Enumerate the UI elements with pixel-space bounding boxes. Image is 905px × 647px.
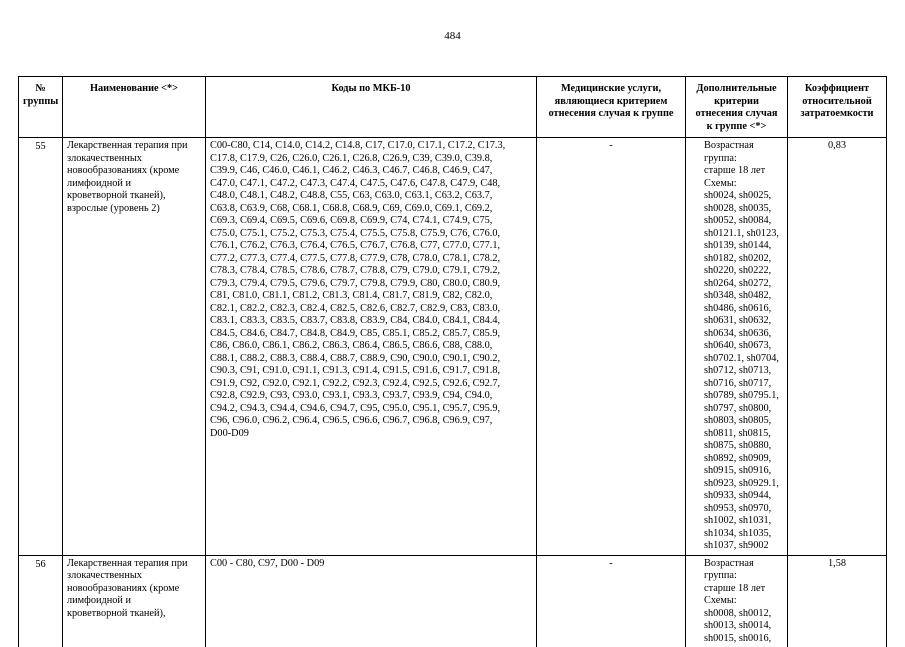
group-name: Лекарственная терапия при злокачественных новообразованиях (кроме лимфоидной и кроветворной тканей), xyxy=(63,555,206,647)
group-name: Лекарственная терапия при злокачественных новообразованиях (кроме лимфоидной и кроветворной тканей), взрослые (уровень 2) xyxy=(63,138,206,556)
services-value: - xyxy=(609,140,613,151)
additional-criteria: Возрастная группа: старше 18 лет Схемы: sh0024, sh0025, sh0028, sh0035, sh0052, sh0084, sh0121.1, sh0123, sh0139, sh0144, sh0182, sh0202, sh0220, sh0222, sh0264, sh0272, sh0348, sh0482, sh0486, sh0616, sh0631, sh0632, sh0634, sh0636, sh0640, sh0673, sh0702.1, sh0704, sh0712, sh0713, sh0716, sh0717, sh0789, sh0795.1, sh0797, sh0800, sh0803, sh0805, sh0811, sh0815, sh0875, sh0880, sh0892, sh0909, sh0915, sh0916, sh0923, sh0929.1, sh0933, sh0944, sh0953, sh0970, sh1002, sh1031, sh1034, sh1035, sh1037, sh9002 xyxy=(686,138,788,556)
services-value: - xyxy=(609,557,613,569)
group-number: 56 xyxy=(19,555,63,647)
header-additional-criteria: Дополнительные критерии отнесения случая к группе <*> xyxy=(686,77,788,138)
header-medical-services: Медицинские услуги, являющиеся критерием отнесения случая к группе xyxy=(537,77,686,138)
page-number: 484 xyxy=(444,30,461,42)
header-cost-coefficient: Коэффициент относительной затратоемкости xyxy=(788,77,887,138)
header-name: Наименование <*> xyxy=(63,77,206,138)
table-row xyxy=(19,138,887,556)
table-header-row xyxy=(19,77,887,138)
medical-services xyxy=(537,138,686,556)
header-icd10-codes: Коды по МКБ-10 xyxy=(206,77,537,138)
group-number: 55 xyxy=(19,138,63,556)
icd10-codes: C00-C80, C14, C14.0, C14.2, C14.8, C17, C17.0, C17.1, C17.2, C17.3, C17.8, C17.9, C26, C26.0, C26.1, C26.8, C26.9, C39, C39.0, C39.8, C39.9, C46, C46.0, C46.1, C46.2, C46.3, C46.7, C46.8, C46.9, C47, C47.0, C47.1, C47.2, C47.3, C47.4, C47.5, C47.6, C47.8, C47.9, C48, C48.0, C48.1, C48.2, C48.8, C55, C63, C63.0, C63.1, C63.2, C63.7, C63.8, C63.9, C68, C68.1, C68.8, C68.9, C69, C69.0, C69.1, C69.2, C69.3, C69.4, C69.5, C69.6, C69.8, C69.9, C74, C74.1, C74.9, C75, C75.0, C75.1, C75.2, C75.3, C75.4, C75.5, C75.8, C75.9, C76, C76.0, C76.1, C76.2, C76.3, C76.4, C76.5, C76.7, C76.8, C77, C77.0, C77.1, C77.2, C77.3, C77.4, C77.5, C77.8, C77.9, C78, C78.0, C78.1, C78.2, C78.3, C78.4, C78.5, C78.6, C78.7, C78.8, C79, C79.0, C79.1, C79.2, C79.3, C79.4, C79.5, C79.6, C79.7, C79.8, C79.9, C80, C80.0, C80.9, C81, C81.0, C81.1, C81.2, C81.3, C81.4, C81.7, C81.9, C82, C82.0, C82.1, C82.2, C82.3, C82.4, C82.5, C82.6, C82.7, C82.9, C83, C83.0, C83.1, C83.3, C83.5, C83.7, C83.8, C83.9, C84, C84.0, C84.1, C84.4, C84.5, C84.6, C84.7, C84.8, C84.9, C85, C85.1, C85.2, C85.7, C85.9, C86, C86.0, C86.1, C86.2, C86.3, C86.4, C86.5, C86.6, C88, C88.0, C88.1, C88.2, C88.3, C88.4, C88.7, C88.9, C90, C90.0, C90.1, C90.2, C90.3, C91, C91.0, C91.1, C91.3, C91.4, C91.5, C91.6, C91.7, C91.8, C91.9, C92, C92.0, C92.1, C92.2, C92.3, C92.4, C92.5, C92.6, C92.7, C92.8, C92.9, C93, C93.0, C93.1, C93.3, C93.7, C93.9, C94, C94.0, C94.2, C94.3, C94.4, C94.6, C94.7, C95, C95.0, C95.1, C95.7, C95.9, C96, C96.0, C96.2, C96.4, C96.5, C96.6, C96.7, C96.8, C96.9, C97, D00-D09 xyxy=(206,138,537,556)
table-row xyxy=(19,555,887,647)
medical-services xyxy=(537,555,686,647)
icd10-codes: C00 - C80, C97, D00 - D09 xyxy=(206,555,537,647)
header-group-number: № группы xyxy=(19,77,63,138)
tariff-groups-table xyxy=(18,76,887,647)
cost-coefficient: 0,83 xyxy=(788,138,887,556)
additional-criteria: Возрастная группа: старше 18 лет Схемы: sh0008, sh0012, sh0013, sh0014, sh0015, sh0016, xyxy=(686,555,788,647)
cost-coefficient: 1,58 xyxy=(788,555,887,647)
